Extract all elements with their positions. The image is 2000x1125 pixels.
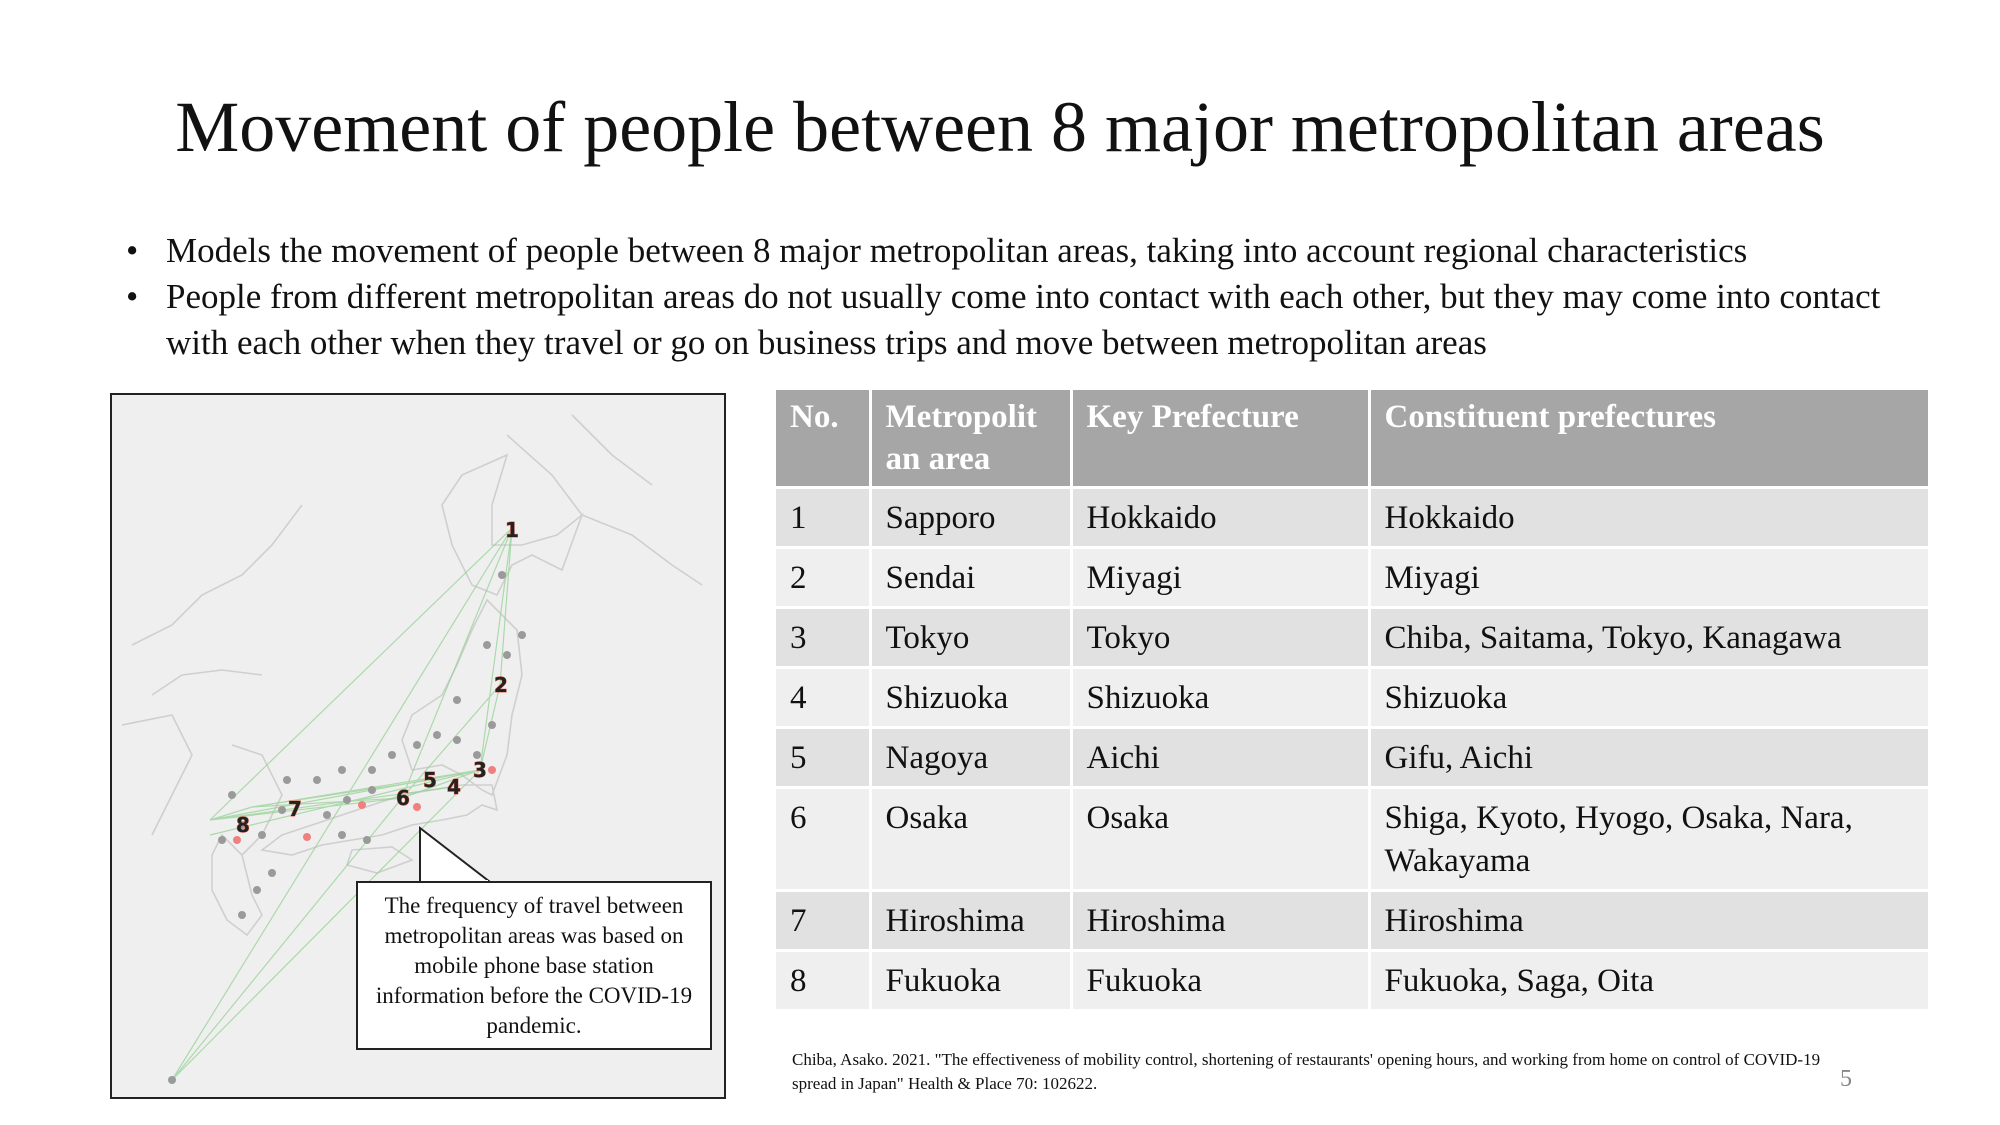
column-header: Constituent prefectures [1369, 390, 1928, 488]
area-label-6: 6 [396, 786, 410, 810]
callout-tail [400, 820, 500, 888]
table-cell: Miyagi [1369, 548, 1928, 608]
table-cell: Osaka [870, 788, 1071, 891]
table-cell: Aichi [1071, 728, 1369, 788]
table-cell: Gifu, Aichi [1369, 728, 1928, 788]
area-label-3: 3 [473, 758, 487, 782]
table-cell: 2 [776, 548, 870, 608]
table-cell: Shizuoka [870, 668, 1071, 728]
table-cell: Hokkaido [1071, 488, 1369, 548]
area-label-1: 1 [505, 518, 519, 542]
area-label-7: 7 [288, 797, 302, 821]
table-cell: 4 [776, 668, 870, 728]
table-row [776, 728, 1928, 788]
area-label-8: 8 [236, 813, 250, 837]
table-cell: Shiga, Kyoto, Hyogo, Osaka, Nara, Wakayama [1369, 788, 1928, 891]
table-cell: Sendai [870, 548, 1071, 608]
area-label-5: 5 [423, 768, 437, 792]
bullet-item [118, 274, 1948, 366]
table-cell: Hiroshima [870, 891, 1071, 951]
table-cell: Shizuoka [1369, 668, 1928, 728]
bullet-glyph: • [126, 231, 139, 270]
bullet-text: Models the movement of people between 8 major metropolitan areas, taking into account regional characteristics [166, 231, 1748, 270]
table-cell: 8 [776, 951, 870, 1011]
column-header: No. [776, 390, 870, 488]
bullet-text: People from different metropolitan areas do not usually come into contact with each other, but they may come into contact with each other when they travel or go on business trips and move between metropolitan areas [166, 277, 1881, 362]
table-cell: 6 [776, 788, 870, 891]
bullet-glyph: • [126, 277, 139, 316]
bullet-list [118, 228, 1948, 366]
bullet-item [118, 228, 1948, 274]
table-cell: Hiroshima [1369, 891, 1928, 951]
table-row [776, 951, 1928, 1011]
area-label-2: 2 [494, 673, 508, 697]
table-cell: Hokkaido [1369, 488, 1928, 548]
table-cell: Hiroshima [1071, 891, 1369, 951]
table-row [776, 608, 1928, 668]
map-callout: The frequency of travel between metropolitan areas was based on mobile phone base station information before the COVID-19 pandemic. [356, 881, 712, 1050]
table-cell: Miyagi [1071, 548, 1369, 608]
table-cell: 3 [776, 608, 870, 668]
page-number: 5 [1840, 1066, 1852, 1092]
table-cell: Shizuoka [1071, 668, 1369, 728]
table-cell: 1 [776, 488, 870, 548]
table-cell: Osaka [1071, 788, 1369, 891]
table-cell: Fukuoka, Saga, Oita [1369, 951, 1928, 1011]
area-label-4: 4 [447, 775, 461, 799]
column-header: Key Prefecture [1071, 390, 1369, 488]
table-cell: Nagoya [870, 728, 1071, 788]
table-cell: 5 [776, 728, 870, 788]
table-row [776, 548, 1928, 608]
table-cell: 7 [776, 891, 870, 951]
table-cell: Tokyo [870, 608, 1071, 668]
table-row [776, 668, 1928, 728]
citation: Chiba, Asako. 2021. "The effectiveness of mobility control, shortening of restaurants' opening hours, and working from home on control of COVID-19 spread in Japan" Health & Place 70: 102622. [792, 1050, 1821, 1093]
metropolitan-area-table [776, 390, 1928, 1012]
table-row [776, 488, 1928, 548]
table-cell: Sapporo [870, 488, 1071, 548]
table-header-row [776, 390, 1928, 488]
column-header: Metropolit an area [870, 390, 1071, 488]
table-row [776, 788, 1928, 891]
table-cell: Tokyo [1071, 608, 1369, 668]
table-cell: Fukuoka [1071, 951, 1369, 1011]
table-cell: Chiba, Saitama, Tokyo, Kanagawa [1369, 608, 1928, 668]
table-cell: Fukuoka [870, 951, 1071, 1011]
table-row [776, 891, 1928, 951]
slide-title: Movement of people between 8 major metropolitan areas [175, 87, 1825, 167]
